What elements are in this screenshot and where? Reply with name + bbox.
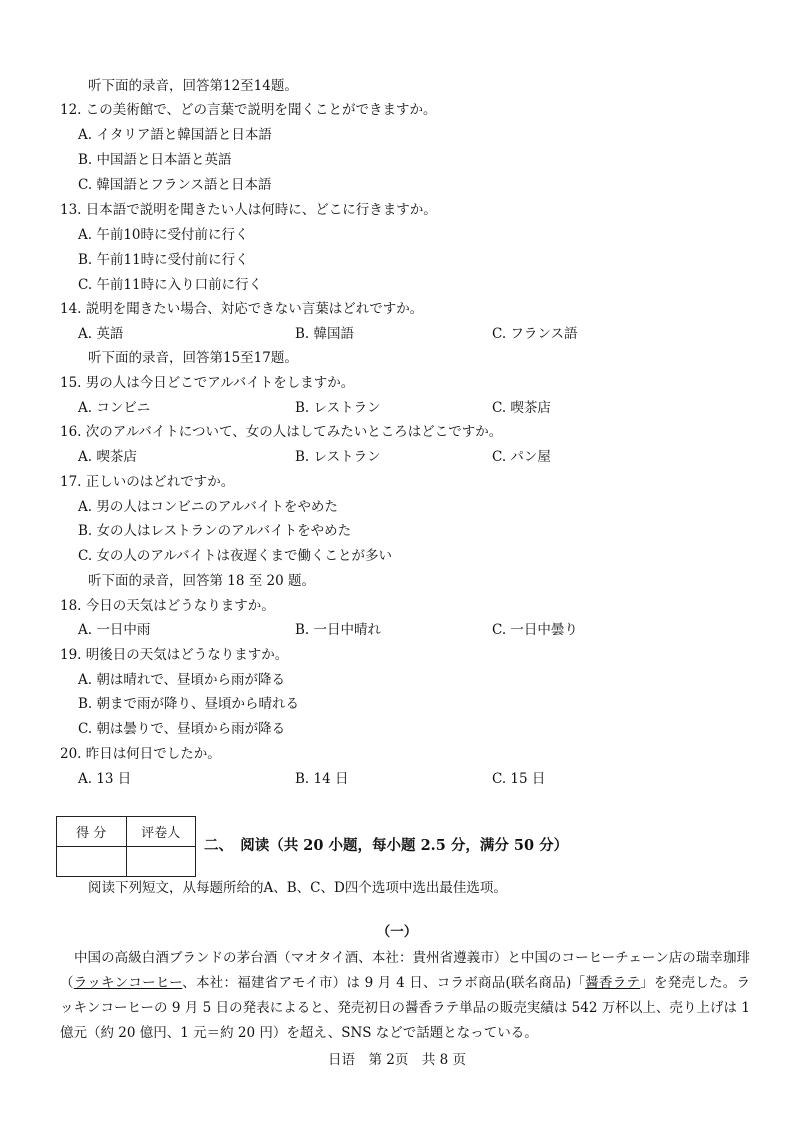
instruction-18-20: 听下面的录音，回答第 18 至 20 题。: [88, 573, 316, 589]
option-15b: B. レストラン: [295, 400, 381, 416]
score-table: [56, 816, 196, 877]
option-18c: C. 一日中曇り: [492, 622, 578, 638]
option-16b: B. レストラン: [295, 449, 381, 465]
score-header: 得 分: [57, 817, 127, 847]
passage-number: （一）: [376, 924, 418, 940]
question-13: 13. 日本語で説明を聞きたい人は何時に、どこに行きますか。: [60, 202, 437, 218]
question-20: 20. 昨日は何日でしたか。: [60, 746, 221, 762]
option-17a: A. 男の人はコンビニのアルバイトをやめた: [78, 499, 338, 515]
passage-text-2: 、本社：福建省アモイ市）は 9 月 4 日、コラボ商品(联名商品)「: [182, 975, 586, 991]
option-14c: C. フランス語: [492, 326, 578, 342]
question-17: 17. 正しいのはどれですか。: [60, 474, 235, 490]
question-19: 19. 明後日の天気はどうなりますか。: [60, 647, 289, 663]
option-17c: C. 女の人のアルバイトは夜遅くまで働くことが多い: [78, 548, 392, 564]
option-12b: B. 中国語と日本語と英語: [78, 152, 232, 168]
option-19c: C. 朝は曇りで、昼頃から雨が降る: [78, 721, 286, 737]
passage-text-1: 中国の高級白酒ブランドの茅台酒（マオタイ酒、本社：貴州省遵義市）と中国のコーヒーチェーン店の瑞幸珈琲（: [60, 950, 750, 991]
option-18a: A. 一日中雨: [78, 622, 151, 638]
passage-paragraph: [60, 946, 750, 1046]
option-12a: A. イタリア語と韓国語と日本語: [78, 127, 272, 143]
instruction-12-14: 听下面的录音，回答第12至14题。: [88, 78, 298, 94]
reading-instruction: 阅读下列短文，从每题所给的A、B、C、D四个选项中选出最佳选项。: [88, 880, 507, 896]
passage-text-3: 」を発売した。ラッキンコーヒーの 9 月 5 日の発表によると、発売初日の醤香ラテ単品の販売実績は 542 万杯以上、売り上げは 1 億元（約 20 億円、1 元＝約 20 円）を超え、SNS などで話題となっている。: [60, 975, 751, 1041]
option-15c: C. 喫茶店: [492, 400, 551, 416]
option-19b: B. 朝まで雨が降り、昼頃から晴れる: [78, 696, 300, 712]
underlined-luckin-coffee: ラッキンコーヒー: [73, 975, 183, 991]
score-cell: [57, 847, 127, 877]
option-18b: B. 一日中晴れ: [295, 622, 382, 638]
question-15: 15. 男の人は今日どこでアルバイトをしますか。: [60, 375, 355, 391]
underlined-sauce-latte: 醤香ラテ: [585, 975, 641, 991]
option-16c: C. パン屋: [492, 449, 551, 465]
instruction-15-17: 听下面的录音，回答第15至17题。: [88, 350, 298, 366]
question-14: 14. 説明を聞きたい場合、対応できない言葉はどれですか。: [60, 301, 424, 317]
option-20a: A. 13 日: [78, 771, 132, 787]
option-13c: C. 午前11時に入り口前に行く: [78, 277, 263, 293]
reading-section-title: 二、 阅读（共 20 小题，每小题 2.5 分，满分 50 分）: [204, 837, 569, 854]
option-19a: A. 朝は晴れで、昼頃から雨が降る: [78, 672, 286, 688]
option-20b: B. 14 日: [295, 771, 349, 787]
question-12: 12. この美術館で、どの言葉で説明を聞くことができますか。: [60, 102, 437, 118]
option-12c: C. 韓国語とフランス語と日本語: [78, 177, 272, 193]
page-footer: 日语 第 2页 共 8 页: [327, 1052, 467, 1068]
question-16: 16. 次のアルバイトについて、女の人はしてみたいところはどこですか。: [60, 424, 503, 440]
option-16a: A. 喫茶店: [78, 449, 137, 465]
option-14a: A. 英語: [78, 326, 124, 342]
grader-header: 评卷人: [126, 817, 196, 847]
option-17b: B. 女の人はレストランのアルバイトをやめた: [78, 523, 352, 539]
grader-cell: [126, 847, 196, 877]
option-13b: B. 午前11時に受付前に行く: [78, 252, 249, 268]
option-14b: B. 韓国語: [295, 326, 355, 342]
question-18: 18. 今日の天気はどうなりますか。: [60, 598, 275, 614]
option-20c: C. 15 日: [492, 771, 546, 787]
option-15a: A. コンビニ: [78, 400, 151, 416]
option-13a: A. 午前10時に受付前に行く: [78, 227, 249, 243]
